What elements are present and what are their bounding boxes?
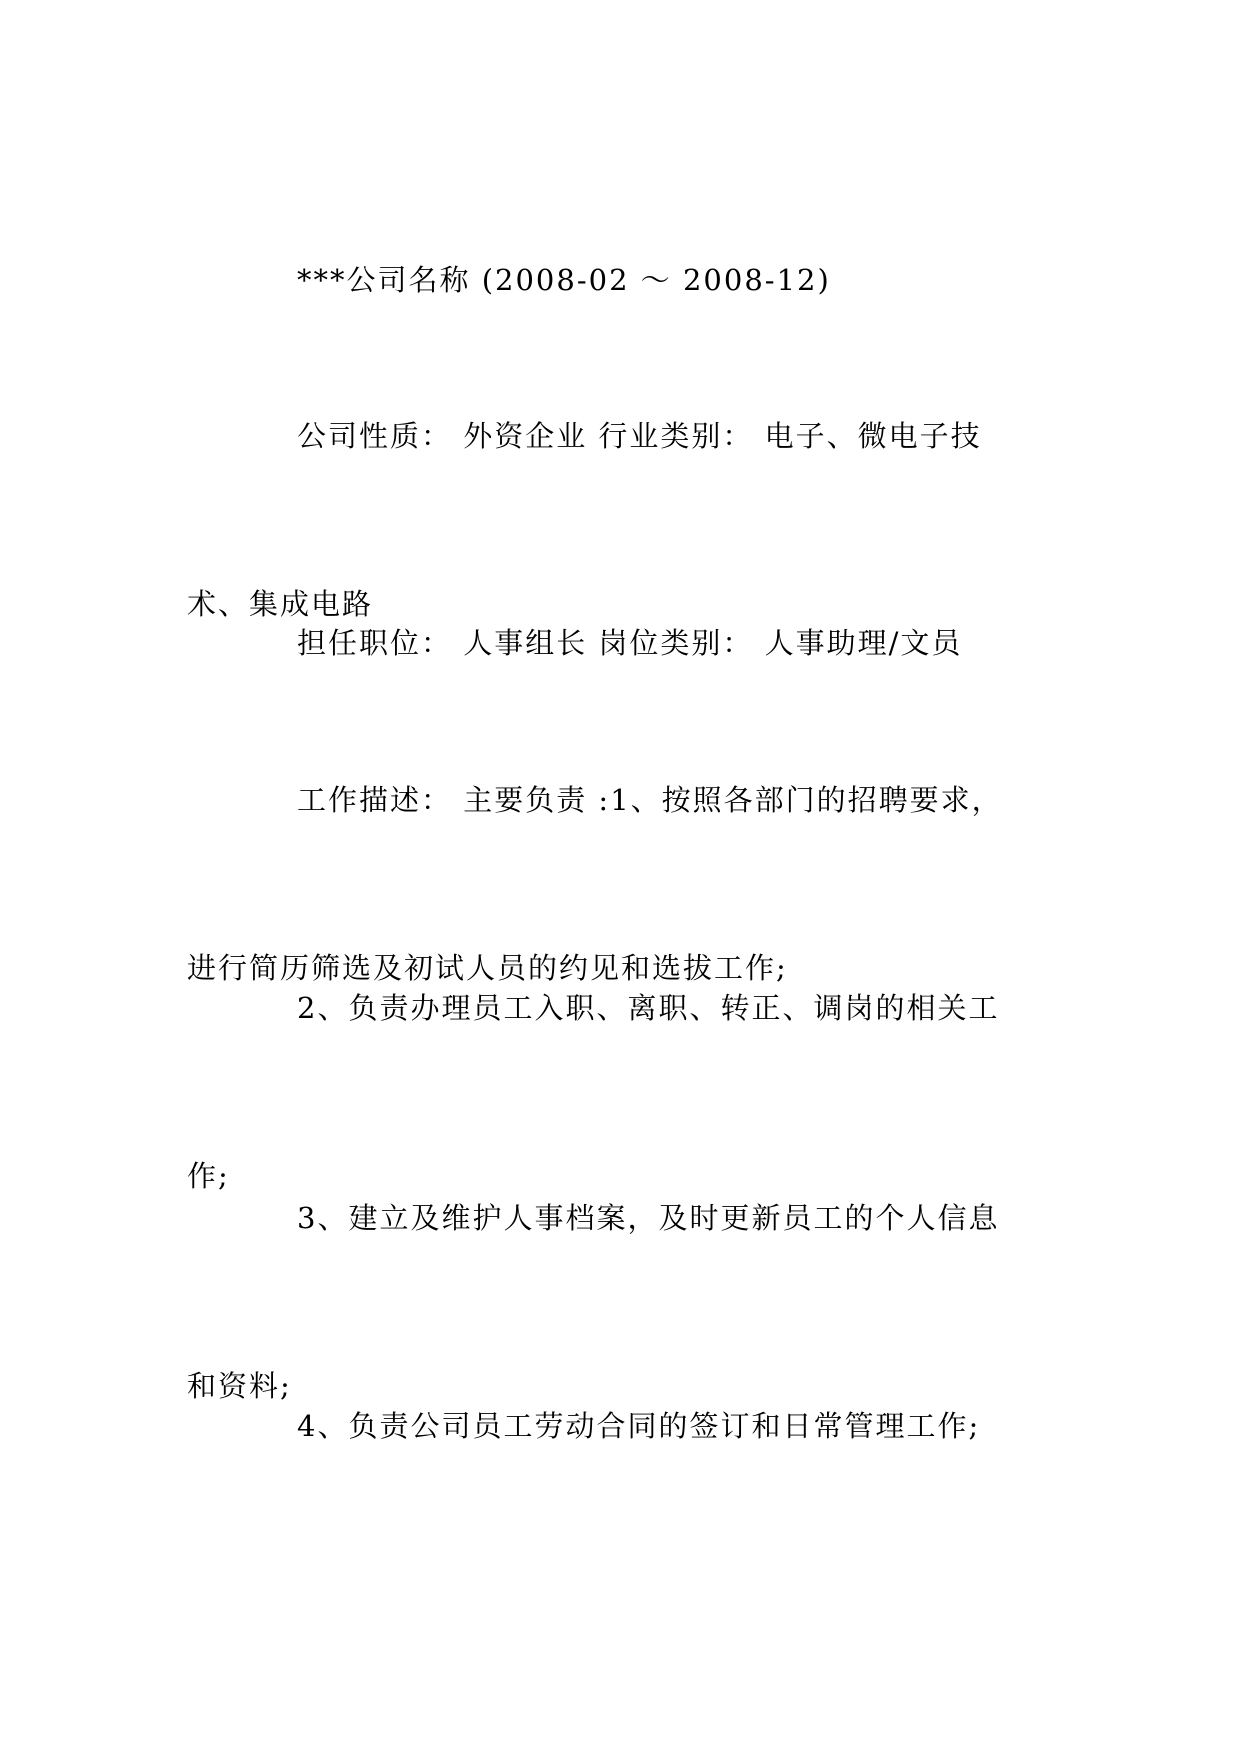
item-3-line-2: 和资料; [187,1369,292,1403]
item-3-line-1: 3、建立及维护人事档案，及时更新员工的个人信息 [297,1201,1000,1235]
item-2-line-1: 2、负责办理员工入职、离职、转正、调岗的相关工 [297,991,1000,1025]
item-4-paragraph [187,1286,1067,1566]
company-line-text: ***公司名称 (2008-02 ～ 2008-12) [297,263,831,297]
job-description-line-1: 工作描述： 主要负责 :1、按照各部门的招聘要求， [297,783,1003,817]
item-4-line-1: 4、负责公司员工劳动合同的签订和日常管理工作; [297,1409,981,1443]
item-2-line-2: 作; [187,1159,230,1193]
position-line-1: 担任职位： 人事组长 岗位类别： 人事助理/文员 [297,626,963,660]
job-description-line-2: 进行简历筛选及初试人员的约见和选拔工作; [187,951,788,985]
company-nature-line-1: 公司性质： 外资企业 行业类别： 电子、微电子技 [297,419,982,453]
company-nature-line-2: 术、集成电路 [187,587,374,621]
